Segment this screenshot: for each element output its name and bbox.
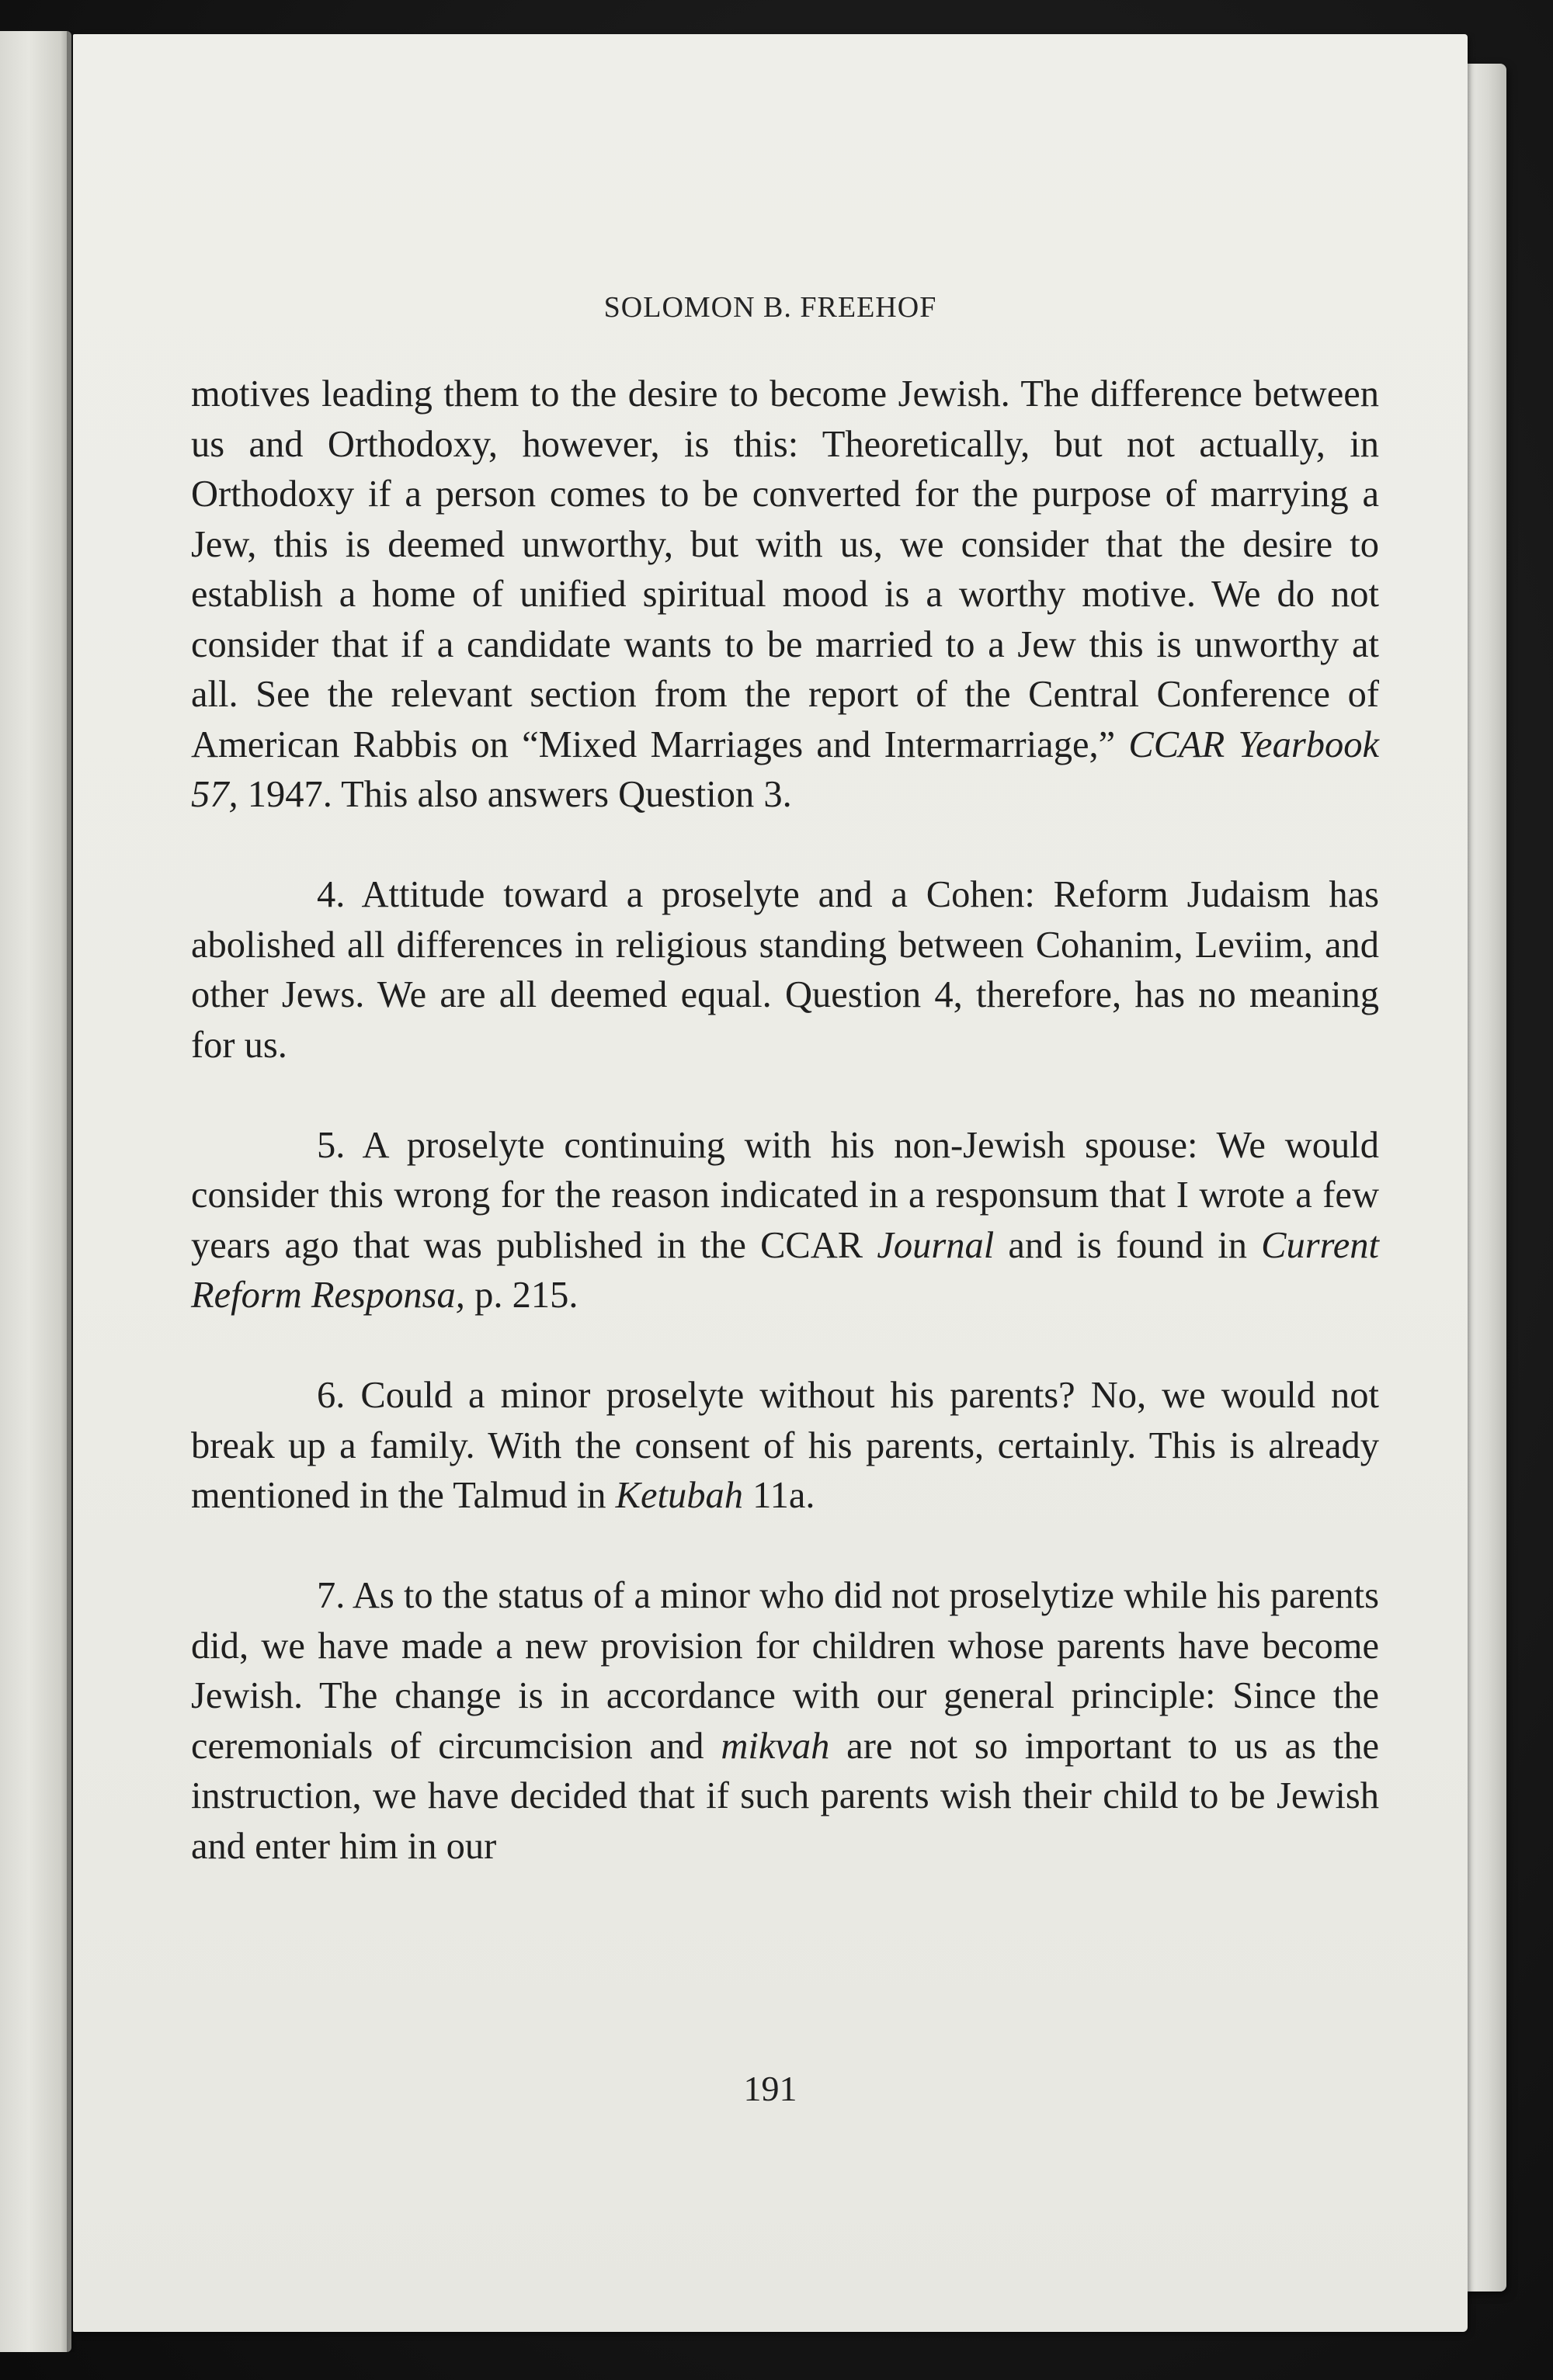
paragraph-text: 4. Attitude toward a proselyte and a Cohen: Reform Judaism has abolished all differences in religious standing between Cohanim, Leviim, and other Jews. We are all deemed equal. Question 4, therefore, has no meaning for us. [191, 874, 1379, 1066]
paragraph-item-6 [191, 1371, 1379, 1521]
paragraph-item-5 [191, 1121, 1379, 1321]
running-head: SOLOMON B. FREEHOF [603, 291, 937, 324]
italic-citation: Current Reform Responsa, [191, 1224, 1379, 1316]
italic-citation: Ketubah [615, 1475, 744, 1516]
book-page [73, 34, 1468, 2332]
body-text [191, 369, 1379, 1872]
paragraph-text: 1947. This also answers Question 3. [238, 774, 792, 815]
italic-citation: Journal [877, 1224, 995, 1266]
paragraph-item-7 [191, 1571, 1379, 1872]
paragraph-text: and is found in [994, 1224, 1262, 1266]
paragraph-text: 6. Could a minor proselyte without his parents? No, we would not break up a family. With the consent of his parents, certainly. This is already mentioned in the Talmud in [191, 1375, 1379, 1516]
italic-term: mikvah [721, 1725, 830, 1767]
paragraph-text: 11a. [743, 1475, 815, 1516]
previous-page-edge [0, 31, 71, 2352]
paragraph-continuation [191, 369, 1379, 821]
paragraph-text: 7. As to the status of a minor who did not proselytize while his parents did, we have made a new provision for children whose parents have become Jewish. The change is in accordance with our general principle: Since the ceremonials of circumcision and [191, 1575, 1379, 1767]
paragraph-text: are not so important to us as the instruction, we have decided that if such parents wish their child to be Jewish and enter him in our [191, 1725, 1379, 1867]
paragraph-text: 5. A proselyte continuing with his non-Jewish spouse: We would consider this wrong for the reason indicated in a responsum that I wrote a few years ago that was published in the CCAR [191, 1124, 1379, 1266]
paragraph-text: motives leading them to the desire to become Jewish. The difference between us and Orthodoxy, however, is this: Theoretically, but not actually, in Orthodoxy if a person comes to be converted for the purpose of marrying a Jew, this is deemed unworthy, but with us, we consider that the desire to establish a home of unified spiritual mood is a worthy motive. We do not consider that if a candidate wants to be married to a Jew this is unworthy at all. See the relevant section from the report of the Central Conference of American Rabbis on “Mixed Marriages and Intermarriage,” [191, 373, 1379, 765]
page-number: 191 [743, 2069, 797, 2108]
paragraph-text: p. 215. [464, 1275, 578, 1316]
paragraph-item-4 [191, 870, 1379, 1070]
italic-citation: CCAR Yearbook 57, [191, 723, 1379, 815]
